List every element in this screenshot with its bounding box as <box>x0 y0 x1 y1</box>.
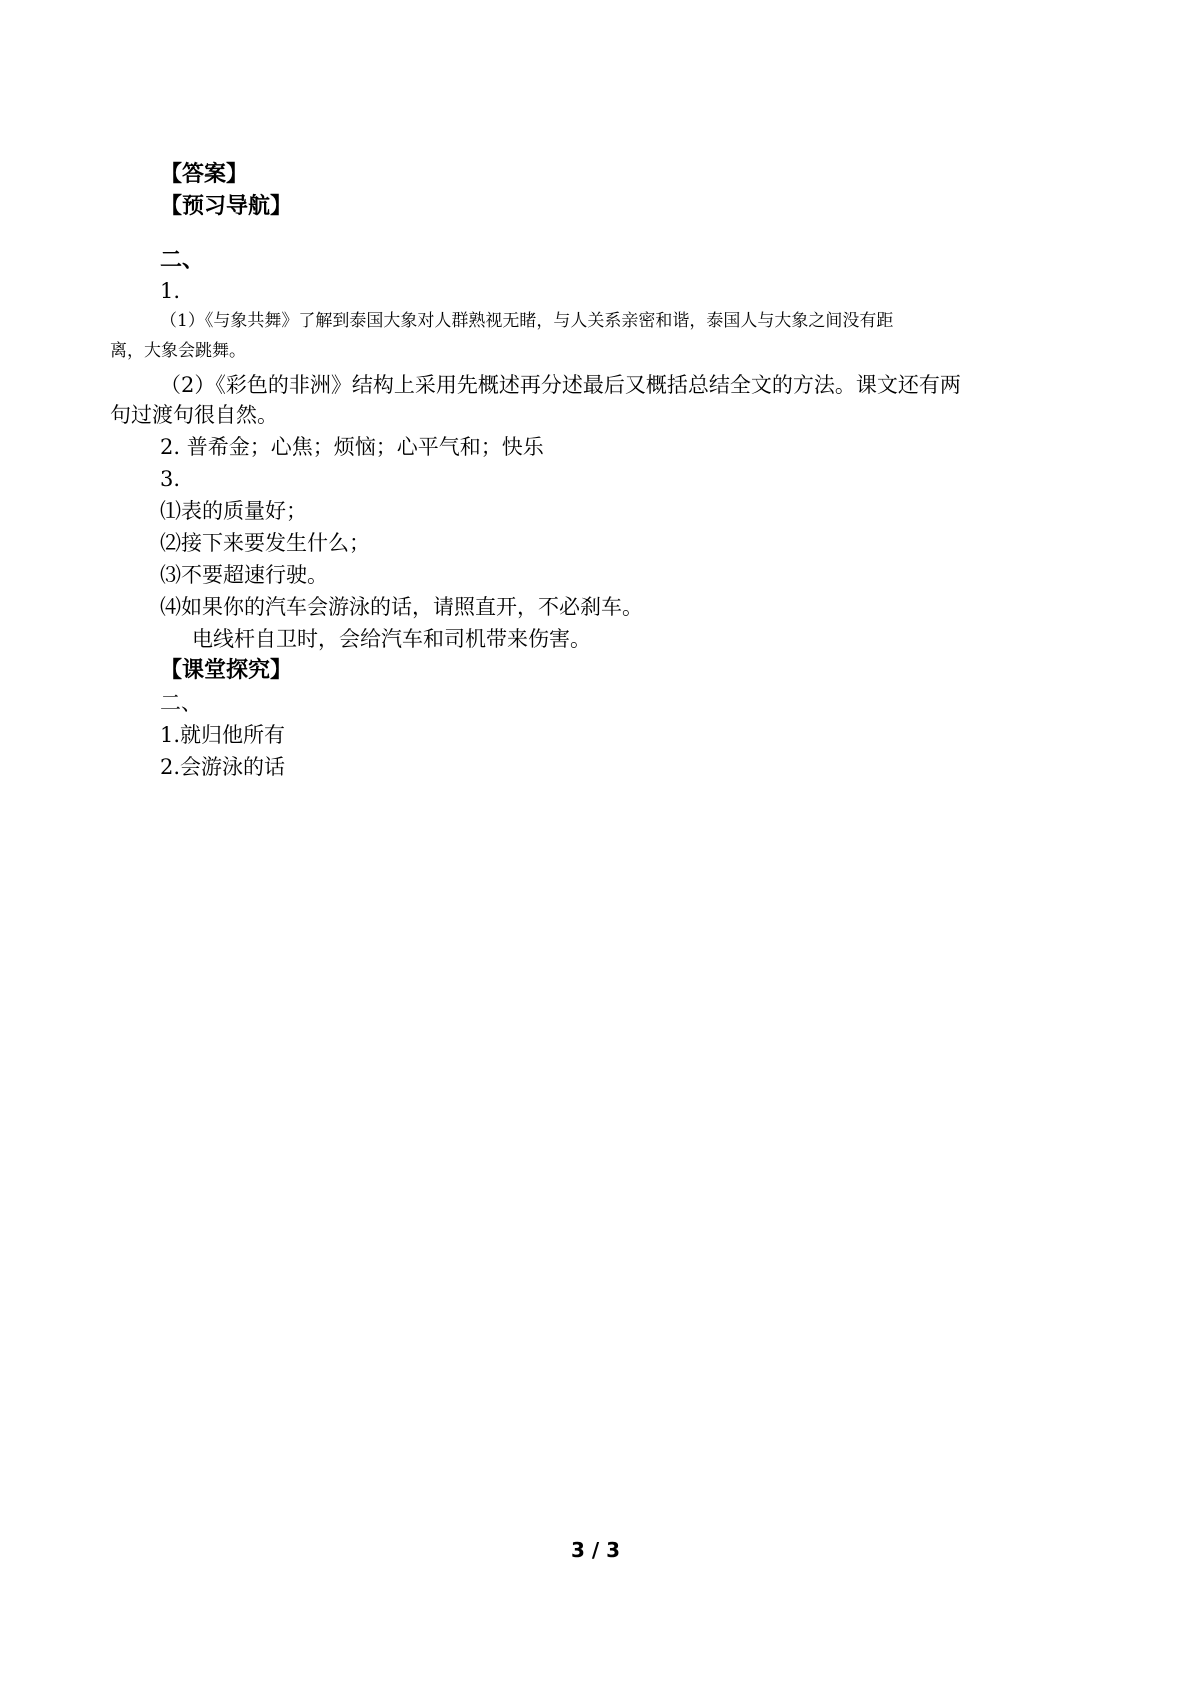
preview-heading: 【预习导航】 <box>160 194 293 219</box>
preview-q2: 2. 普希金；心焦；烦恼；心平气和；快乐 <box>160 435 544 459</box>
preview-q1-item1-line2: 离，大象会跳舞。 <box>110 341 246 361</box>
preview-q3-label: 3. <box>160 467 181 491</box>
preview-q1-item2-line1: （2）《彩色的非洲》结构上采用先概述再分述最后又概括总结全文的方法。课文还有两 <box>160 373 961 397</box>
page-number: 3 / 3 <box>570 1538 621 1562</box>
preview-q3-item2: ⑵接下来要发生什么； <box>160 531 370 555</box>
answers-heading: 【答案】 <box>160 162 249 187</box>
preview-q1-item1-line1: （1）《与象共舞》了解到泰国大象对人群熟视无睹，与人关系亲密和谐，泰国人与大象之间没有距 <box>160 311 894 331</box>
preview-part-label: 二、 <box>160 248 205 273</box>
classroom-a1: 1.就归他所有 <box>160 723 286 747</box>
preview-q3-item3: ⑶不要超速行驶。 <box>160 563 328 587</box>
preview-q3-extra: 电线杆自卫时，会给汽车和司机带来伤害。 <box>192 627 591 651</box>
classroom-heading: 【课堂探究】 <box>160 658 293 683</box>
classroom-part-label: 二、 <box>160 691 202 715</box>
classroom-a2: 2.会游泳的话 <box>160 755 286 779</box>
preview-q3-item1: ⑴表的质量好； <box>160 499 307 523</box>
preview-q3-item4: ⑷如果你的汽车会游泳的话，请照直开，不必刹车。 <box>160 595 643 619</box>
preview-q1-item2-line2: 句过渡句很自然。 <box>110 403 278 427</box>
preview-q1-label: 1. <box>160 279 181 303</box>
